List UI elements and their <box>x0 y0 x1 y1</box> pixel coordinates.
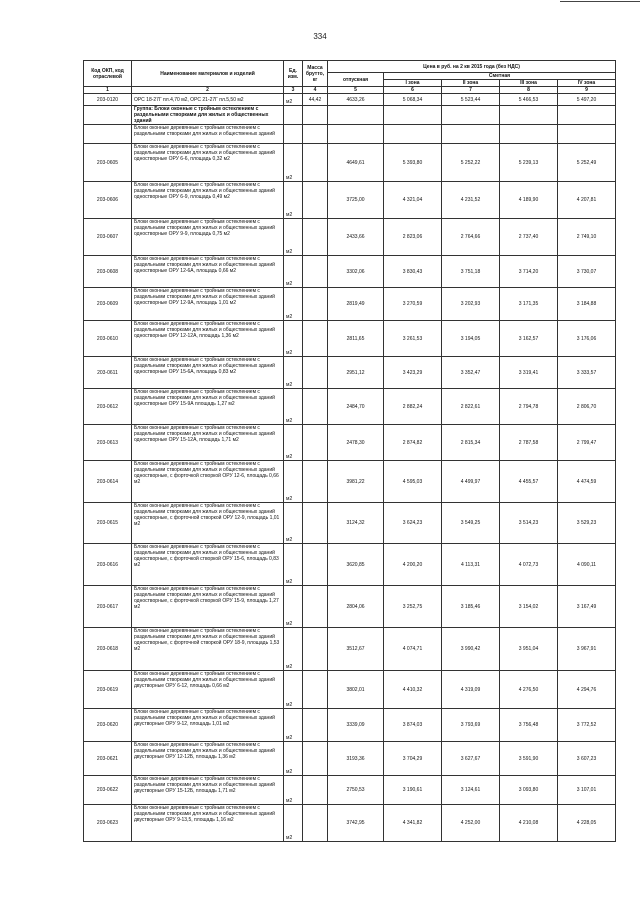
cell-zone-2-price: 3 549,25 <box>442 503 500 544</box>
table-row <box>84 671 616 709</box>
cell-zone-1-price: 4 321,04 <box>384 182 442 219</box>
column-index: 2 <box>132 87 284 94</box>
header-release: отпускная <box>328 73 384 87</box>
cell-zone-1-price: 4 200,20 <box>384 544 442 586</box>
column-index-row <box>84 87 616 94</box>
cell-code: 203-0611 <box>84 357 132 389</box>
cell-unit: м2 <box>284 742 303 776</box>
cell-zone-4-price: 4 228,05 <box>558 805 616 842</box>
cell-zone-4-price: 4 090,11 <box>558 544 616 586</box>
cell-unit: м2 <box>284 288 303 321</box>
cell-release-price: 2819,49 <box>328 288 384 321</box>
cell-mass <box>303 544 328 586</box>
cell-unit: м2 <box>284 94 303 106</box>
header-zone-4: IV зона <box>558 80 616 87</box>
cell-release-price: 4633,26 <box>328 94 384 106</box>
column-index: 9 <box>558 87 616 94</box>
cell-zone-1-price: 3 704,29 <box>384 742 442 776</box>
cell-zone-3-price: 3 756,48 <box>500 709 558 742</box>
table-row <box>84 389 616 425</box>
cell-zone-4-price: 2 749,10 <box>558 219 616 256</box>
cell-unit: м2 <box>284 425 303 461</box>
cell-zone-1-price: 3 624,23 <box>384 503 442 544</box>
table-row <box>84 544 616 586</box>
cell-mass <box>303 776 328 805</box>
cell-mass <box>303 256 328 288</box>
cell-zone-2-price: 4 231,52 <box>442 182 500 219</box>
cell-mass <box>303 805 328 842</box>
cell-release-price: 3742,95 <box>328 805 384 842</box>
column-index: 4 <box>303 87 328 94</box>
cell-mass: 44,42 <box>303 94 328 106</box>
cell-release-price: 3725,00 <box>328 182 384 219</box>
cell-code: 203-0617 <box>84 586 132 628</box>
cell-zone-4-price: 5 252,49 <box>558 144 616 182</box>
cell-name: Блоки оконные деревянные с тройным остеклением с раздельными створками для жилых и общественных зданий одностворные, с форточкой створкой ОРУ 15-9, площадь 1,27 м2 <box>132 586 284 628</box>
cell-code: 203-0120 <box>84 94 132 106</box>
cell-zone-2-price: 4 113,31 <box>442 544 500 586</box>
subgroup-title: Блоки оконные деревянные с тройным остеклением с раздельными створками для жилых и общественных зданий <box>132 125 284 144</box>
cell-zone-4-price: 3 529,23 <box>558 503 616 544</box>
cell-release-price: 2478,30 <box>328 425 384 461</box>
header-zone-2: II зона <box>442 80 500 87</box>
top-rule <box>560 1 640 2</box>
cell-release-price: 3802,01 <box>328 671 384 709</box>
cell-name: Блоки оконные деревянные с тройным остеклением с раздельными створками для жилых и общественных зданий двустворные ОРУ 12-12Б, площадь 1,36 м2 <box>132 742 284 776</box>
cell-zone-4-price: 4 474,59 <box>558 461 616 503</box>
table-row <box>84 182 616 219</box>
cell-name: Блоки оконные деревянные с тройным остеклением с раздельными створками для жилых и общественных зданий одностворные ОРУ 12-12А, площадь 1,36 м2 <box>132 321 284 357</box>
cell-zone-3-price: 5 466,53 <box>500 94 558 106</box>
cell-release-price: 3339,09 <box>328 709 384 742</box>
cell-code: 203-0607 <box>84 219 132 256</box>
cell-zone-3-price: 3 171,35 <box>500 288 558 321</box>
table-row <box>84 776 616 805</box>
cell-zone-3-price: 4 210,08 <box>500 805 558 842</box>
cell-code: 203-0608 <box>84 256 132 288</box>
cell-mass <box>303 182 328 219</box>
cell-zone-2-price: 3 185,46 <box>442 586 500 628</box>
cell-zone-4-price: 3 967,91 <box>558 628 616 671</box>
cell-code: 203-0610 <box>84 321 132 357</box>
cell-zone-3-price: 2 787,58 <box>500 425 558 461</box>
table-row <box>84 628 616 671</box>
cell-zone-1-price: 2 874,82 <box>384 425 442 461</box>
cell-name: Блоки оконные деревянные с тройным остеклением с раздельными створками для жилых и общественных зданий одностворные, с форточной створкой ОРУ 18-9, площадь 1,53 м2 <box>132 628 284 671</box>
cell-code: 203-0606 <box>84 182 132 219</box>
cell-unit: м2 <box>284 219 303 256</box>
cell-zone-3-price: 4 276,50 <box>500 671 558 709</box>
cell-release-price: 2811,65 <box>328 321 384 357</box>
table-row <box>84 805 616 842</box>
cell-zone-2-price: 5 523,44 <box>442 94 500 106</box>
cell-zone-2-price: 3 194,05 <box>442 321 500 357</box>
table-row <box>84 357 616 389</box>
cell-mass <box>303 586 328 628</box>
cell-zone-1-price: 3 252,75 <box>384 586 442 628</box>
cell-name: ОРС 18-27Г пл.4,70 м2, ОРС 21-27Г пл.5,50 м2 <box>132 94 284 106</box>
cell-zone-3-price: 2 794,78 <box>500 389 558 425</box>
cell-zone-1-price: 3 261,53 <box>384 321 442 357</box>
cell-unit: м2 <box>284 144 303 182</box>
table-row <box>84 586 616 628</box>
cell-name: Блоки оконные деревянные с тройным остеклением с раздельными створками для жилых и общественных зданий двустворные ОРУ 6-12, площадь 0,66 м2 <box>132 671 284 709</box>
cell-name: Блоки оконные деревянные с тройным остеклением с раздельными створками для жилых и общественных зданий одностворные, с форточкой створкой ОРУ 15-6, площадь 0,83 м2 <box>132 544 284 586</box>
cell-name: Блоки оконные деревянные с тройным остеклением с раздельными створками для жилых и общественных зданий одностворные ОРУ 15-12А, площадь 1,71 м2 <box>132 425 284 461</box>
cell-zone-3-price: 5 239,13 <box>500 144 558 182</box>
cell-code: 203-0609 <box>84 288 132 321</box>
cell-name: Блоки оконные деревянные с тройным остеклением с раздельными створками для жилых и общественных зданий одностворные ОРУ 12-9А, площадь 1,01 м2 <box>132 288 284 321</box>
cell-zone-1-price: 3 270,59 <box>384 288 442 321</box>
cell-zone-1-price: 3 830,43 <box>384 256 442 288</box>
cell-name: Блоки оконные деревянные с тройным остеклением с раздельными створками для жилых и общественных зданий одностворные ОРУ 6-9, площадь 0,49 м2 <box>132 182 284 219</box>
cell-release-price: 4649,61 <box>328 144 384 182</box>
header-zone-3: III зона <box>500 80 558 87</box>
cell-zone-1-price: 4 410,32 <box>384 671 442 709</box>
cell-mass <box>303 742 328 776</box>
cell-zone-1-price: 4 074,71 <box>384 628 442 671</box>
cell-zone-1-price: 2 823,06 <box>384 219 442 256</box>
cell-zone-2-price: 3 352,47 <box>442 357 500 389</box>
cell-code: 203-0613 <box>84 425 132 461</box>
cell-unit: м2 <box>284 389 303 425</box>
cell-unit: м2 <box>284 586 303 628</box>
cell-code: 203-0614 <box>84 461 132 503</box>
header-zone-1: I зона <box>384 80 442 87</box>
cell-mass <box>303 671 328 709</box>
cell-zone-4-price: 3 184,88 <box>558 288 616 321</box>
cell-name: Блоки оконные деревянные с тройным остеклением с раздельными створками для жилых и общественных зданий одностворные, с форточной створкой ОРУ 12-9, площадь 1,01 м2 <box>132 503 284 544</box>
cell-zone-4-price: 2 806,70 <box>558 389 616 425</box>
cell-zone-3-price: 3 319,41 <box>500 357 558 389</box>
table-row <box>84 425 616 461</box>
cell-zone-1-price: 5 068,34 <box>384 94 442 106</box>
cell-release-price: 3512,67 <box>328 628 384 671</box>
table-row <box>84 256 616 288</box>
header-estimate: Сметная <box>384 73 616 80</box>
column-index: 1 <box>84 87 132 94</box>
header-name: Наименование материалов и изделий <box>132 61 284 87</box>
cell-mass <box>303 144 328 182</box>
column-index: 8 <box>500 87 558 94</box>
cell-mass <box>303 389 328 425</box>
cell-zone-4-price: 4 294,76 <box>558 671 616 709</box>
cell-unit: м2 <box>284 256 303 288</box>
cell-zone-4-price: 3 607,23 <box>558 742 616 776</box>
cell-name: Блоки оконные деревянные с тройным остеклением с раздельными створками для жилых и общественных зданий одностворные, с форточкой створкой ОРУ 12-6, площадь 0,66 м2 <box>132 461 284 503</box>
cell-zone-2-price: 3 627,67 <box>442 742 500 776</box>
cell-name: Блоки оконные деревянные с тройным остеклением с раздельными створками для жилых и общественных зданий одностворные ОРУ 12-6А, площадь 0,66 м2 <box>132 256 284 288</box>
cell-zone-2-price: 3 990,42 <box>442 628 500 671</box>
cell-release-price: 2804,06 <box>328 586 384 628</box>
cell-release-price: 3193,36 <box>328 742 384 776</box>
cell-zone-4-price: 3 333,57 <box>558 357 616 389</box>
table-row <box>84 321 616 357</box>
cell-name: Блоки оконные деревянные с тройным остеклением с раздельными створками для жилых и общественных зданий двустворные ОРУ 9-12, площадь 1,01 м2 <box>132 709 284 742</box>
cell-zone-2-price: 3 793,69 <box>442 709 500 742</box>
header-unit: Ед. изм. <box>284 61 303 87</box>
cell-zone-1-price: 4 341,82 <box>384 805 442 842</box>
cell-zone-2-price: 4 499,97 <box>442 461 500 503</box>
cell-unit: м2 <box>284 357 303 389</box>
cell-zone-4-price: 3 167,49 <box>558 586 616 628</box>
cell-unit: м2 <box>284 544 303 586</box>
header-mass: Масса брутто, кг <box>303 61 328 87</box>
cell-zone-3-price: 3 093,80 <box>500 776 558 805</box>
cell-unit: м2 <box>284 805 303 842</box>
cell-unit: м2 <box>284 776 303 805</box>
column-index: 6 <box>384 87 442 94</box>
cell-code: 203-0620 <box>84 709 132 742</box>
cell-unit: м2 <box>284 709 303 742</box>
cell-name: Блоки оконные деревянные с тройным остеклением с раздельными створками для жилых и общественных зданий двустворные ОРУ 15-12Б, площадь 1,71 м2 <box>132 776 284 805</box>
cell-unit: м2 <box>284 628 303 671</box>
cell-name: Блоки оконные деревянные с тройным остеклением с раздельными створками для жилых и общественных зданий одностворные ОРУ 15-6А, площадь 0,83 м2 <box>132 357 284 389</box>
header-price-group: Цена в руб. на 2 кв 2015 года (без НДС) <box>328 61 616 73</box>
column-index: 5 <box>328 87 384 94</box>
cell-mass <box>303 709 328 742</box>
cell-name: Блоки оконные деревянные с тройным остеклением с раздельными створками для жилых и общественных зданий двустворные ОРУ 9-13,5, площадь 1,16 м2 <box>132 805 284 842</box>
cell-zone-1-price: 5 393,80 <box>384 144 442 182</box>
cell-mass <box>303 288 328 321</box>
cell-zone-1-price: 3 423,29 <box>384 357 442 389</box>
cell-mass <box>303 425 328 461</box>
group-title: Группа: Блоки оконные с тройным остеклением с раздельными створками для жилых и общественных зданий <box>132 106 284 125</box>
cell-mass <box>303 357 328 389</box>
cell-zone-2-price: 4 319,09 <box>442 671 500 709</box>
cell-zone-2-price: 5 252,22 <box>442 144 500 182</box>
cell-zone-2-price: 2 822,61 <box>442 389 500 425</box>
cell-code: 203-0619 <box>84 671 132 709</box>
cell-name: Блоки оконные деревянные с тройным остеклением с раздельными створками для жилых и общественных зданий одностворные ОРУ 6-6, площадь 0,32 м2 <box>132 144 284 182</box>
cell-release-price: 2951,12 <box>328 357 384 389</box>
cell-release-price: 2433,66 <box>328 219 384 256</box>
cell-code: 203-0618 <box>84 628 132 671</box>
cell-zone-3-price: 4 455,57 <box>500 461 558 503</box>
cell-zone-4-price: 4 207,81 <box>558 182 616 219</box>
cell-zone-3-price: 3 154,02 <box>500 586 558 628</box>
cell-zone-2-price: 2 764,66 <box>442 219 500 256</box>
cell-zone-3-price: 3 162,57 <box>500 321 558 357</box>
cell-mass <box>303 628 328 671</box>
cell-zone-4-price: 3 730,07 <box>558 256 616 288</box>
cell-zone-3-price: 3 951,04 <box>500 628 558 671</box>
cell-zone-3-price: 4 072,73 <box>500 544 558 586</box>
cell-zone-3-price: 4 189,90 <box>500 182 558 219</box>
column-index: 3 <box>284 87 303 94</box>
cell-zone-2-price: 2 815,34 <box>442 425 500 461</box>
cell-code: 203-0612 <box>84 389 132 425</box>
cell-code: 203-0616 <box>84 544 132 586</box>
cell-mass <box>303 461 328 503</box>
cell-code: 203-0623 <box>84 805 132 842</box>
cell-zone-4-price: 2 799,47 <box>558 425 616 461</box>
table-row <box>84 219 616 256</box>
cell-zone-3-price: 3 591,90 <box>500 742 558 776</box>
cell-zone-1-price: 2 882,24 <box>384 389 442 425</box>
cell-code: 203-0622 <box>84 776 132 805</box>
table-row <box>84 461 616 503</box>
cell-zone-4-price: 5 497,20 <box>558 94 616 106</box>
cell-zone-2-price: 3 751,18 <box>442 256 500 288</box>
cell-code: 203-0621 <box>84 742 132 776</box>
table-row <box>84 709 616 742</box>
price-table <box>83 60 616 842</box>
cell-zone-1-price: 4 595,03 <box>384 461 442 503</box>
cell-release-price: 2750,53 <box>328 776 384 805</box>
cell-zone-4-price: 3 176,06 <box>558 321 616 357</box>
cell-zone-2-price: 3 124,61 <box>442 776 500 805</box>
cell-release-price: 3620,85 <box>328 544 384 586</box>
cell-zone-2-price: 4 252,00 <box>442 805 500 842</box>
subgroup-row <box>84 125 616 144</box>
page-number: 334 <box>313 32 327 41</box>
cell-mass <box>303 321 328 357</box>
header-code: Код ОКП, код отраслевой <box>84 61 132 87</box>
cell-unit: м2 <box>284 503 303 544</box>
cell-name: Блоки оконные деревянные с тройным остеклением с раздельными створками для жилых и общественных зданий одностворные ОРУ 15-9А площадь 1,27 м2 <box>132 389 284 425</box>
cell-zone-3-price: 2 737,40 <box>500 219 558 256</box>
cell-release-price: 3981,22 <box>328 461 384 503</box>
cell-release-price: 3302,06 <box>328 256 384 288</box>
cell-zone-2-price: 3 202,93 <box>442 288 500 321</box>
table-row <box>84 94 616 106</box>
cell-unit: м2 <box>284 321 303 357</box>
cell-zone-4-price: 3 107,01 <box>558 776 616 805</box>
group-row <box>84 106 616 125</box>
cell-unit: м2 <box>284 461 303 503</box>
column-index: 7 <box>442 87 500 94</box>
cell-zone-3-price: 3 514,23 <box>500 503 558 544</box>
cell-release-price: 3124,32 <box>328 503 384 544</box>
cell-code: 203-0615 <box>84 503 132 544</box>
table-row <box>84 288 616 321</box>
cell-release-price: 2484,70 <box>328 389 384 425</box>
table-row <box>84 742 616 776</box>
cell-name: Блоки оконные деревянные с тройным остеклением с раздельными створками для жилых и общественных зданий одностворные ОРУ 9-9, площадь 0,75 м2 <box>132 219 284 256</box>
cell-zone-3-price: 3 714,20 <box>500 256 558 288</box>
cell-zone-4-price: 3 772,52 <box>558 709 616 742</box>
cell-code: 203-0605 <box>84 144 132 182</box>
table-row <box>84 144 616 182</box>
cell-zone-1-price: 3 190,61 <box>384 776 442 805</box>
cell-mass <box>303 503 328 544</box>
cell-mass <box>303 219 328 256</box>
cell-unit: м2 <box>284 182 303 219</box>
cell-unit: м2 <box>284 671 303 709</box>
table-row <box>84 503 616 544</box>
cell-zone-1-price: 3 874,03 <box>384 709 442 742</box>
